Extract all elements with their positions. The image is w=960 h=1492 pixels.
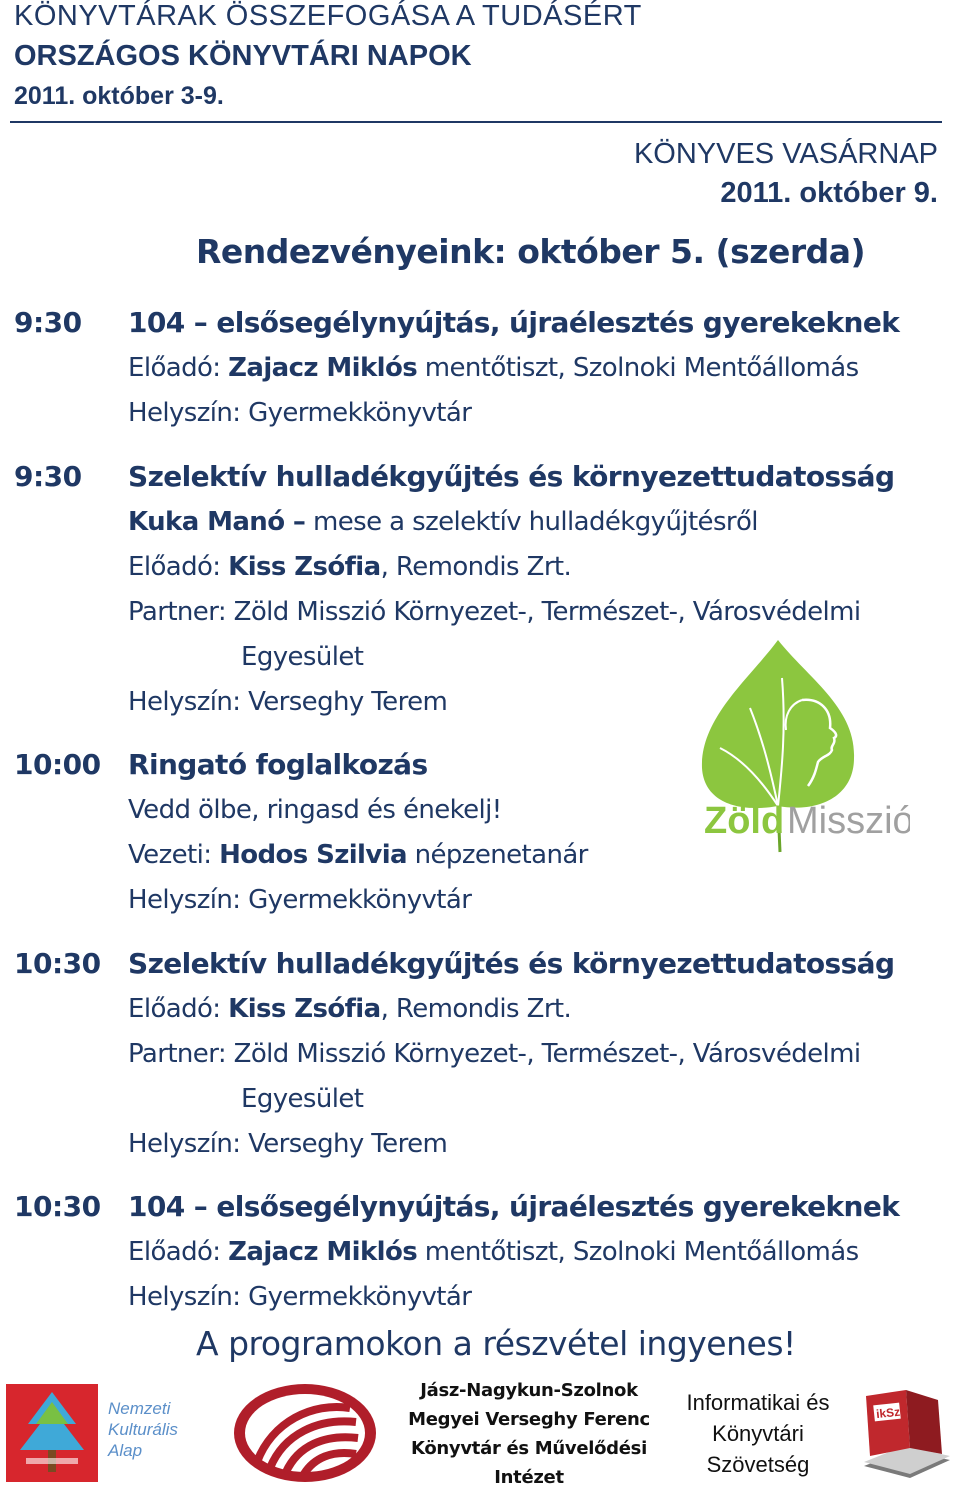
event-speaker: Előadó: Kiss Zsófia, Remondis Zrt. [128,552,572,582]
event-title: Szelektív hulladékgyűjtés és környezettudatosság [128,460,895,493]
event-host: Vezeti: Hodos Szilvia népzenetanár [128,840,588,870]
event-venue: Helyszín: Verseghy Terem [128,1129,448,1159]
zold-word: Zöld [704,800,785,842]
library-name: Jász-Nagykun-Szolnok Megyei Verseghy Ferenc Könyvtár és Művelődési Intézet [408,1380,650,1488]
nka-text: Nemzeti Kulturális Alap [108,1399,178,1460]
header-title: KÖNYVTÁRAK ÖSSZEFOGÁSA A TUDÁSÉRT [14,0,642,32]
nka-logo [6,1384,98,1482]
free-admission-note: A programokon a részvétel ingyenes! [196,1324,796,1363]
event-description: Kuka Manó – mese a szelektív hulladékgyűjtésről [128,507,758,537]
event-venue: Helyszín: Verseghy Terem [128,687,448,717]
zold-misszio-logo [690,638,910,858]
event-time: 9:30 [14,460,82,493]
event-partner: Partner: Zöld Misszió Környezet-, Természet-, Városvédelmi [128,597,861,627]
event-venue: Helyszín: Gyermekkönyvtár [128,398,472,428]
events-heading: Rendezvényeink: október 5. (szerda) [196,232,866,271]
ikszt-logo-text: ikSz [875,1404,901,1422]
event-time: 9:30 [14,306,82,339]
event-speaker: Előadó: Kiss Zsófia, Remondis Zrt. [128,994,572,1024]
event-speaker: Előadó: Zajacz Miklós mentőtiszt, Szolnoki Mentőállomás [128,1237,859,1267]
event-partner-cont: Egyesület [241,1084,364,1114]
event-venue: Helyszín: Gyermekkönyvtár [128,1282,472,1312]
ikszt-logo [858,1386,954,1484]
header-subtitle: ORSZÁGOS KÖNYVTÁRI NAPOK [14,40,472,72]
header-date: 2011. október 3-9. [14,82,224,110]
nka-tree-icon [6,1384,98,1482]
event-time: 10:30 [14,1190,101,1223]
event-speaker: Előadó: Zajacz Miklós mentőtiszt, Szolnoki Mentőállomás [128,353,859,383]
event-venue: Helyszín: Gyermekkönyvtár [128,885,472,915]
event-partner: Partner: Zöld Misszió Környezet-, Természet-, Városvédelmi [128,1039,861,1069]
event-title: Ringató foglalkozás [128,748,428,781]
ikszt-name: Informatikai és Könyvtári Szövetség [686,1390,830,1477]
event-title: Szelektív hulladékgyűjtés és környezettudatosság [128,947,895,980]
event-title: 104 – elsősegélynyújtás, újraélesztés gyerekeknek [128,306,900,339]
leaf-icon [690,638,910,858]
event-partner-cont: Egyesület [241,642,364,672]
book-laptop-icon [858,1386,954,1484]
event-description: Vedd ölbe, ringasd és énekelj! [128,795,502,825]
event-time: 10:30 [14,947,101,980]
header-divider [10,121,942,123]
event-title: 104 – elsősegélynyújtás, újraélesztés gyerekeknek [128,1190,900,1223]
misszio-word: Misszió [787,800,910,842]
verseghy-library-logo [232,1382,378,1484]
konyves-vasarnap-date: 2011. október 9. [720,177,938,209]
event-time: 10:00 [14,748,101,781]
konyves-vasarnap-label: KÖNYVES VASÁRNAP [633,138,938,170]
library-emblem-icon [232,1382,378,1484]
